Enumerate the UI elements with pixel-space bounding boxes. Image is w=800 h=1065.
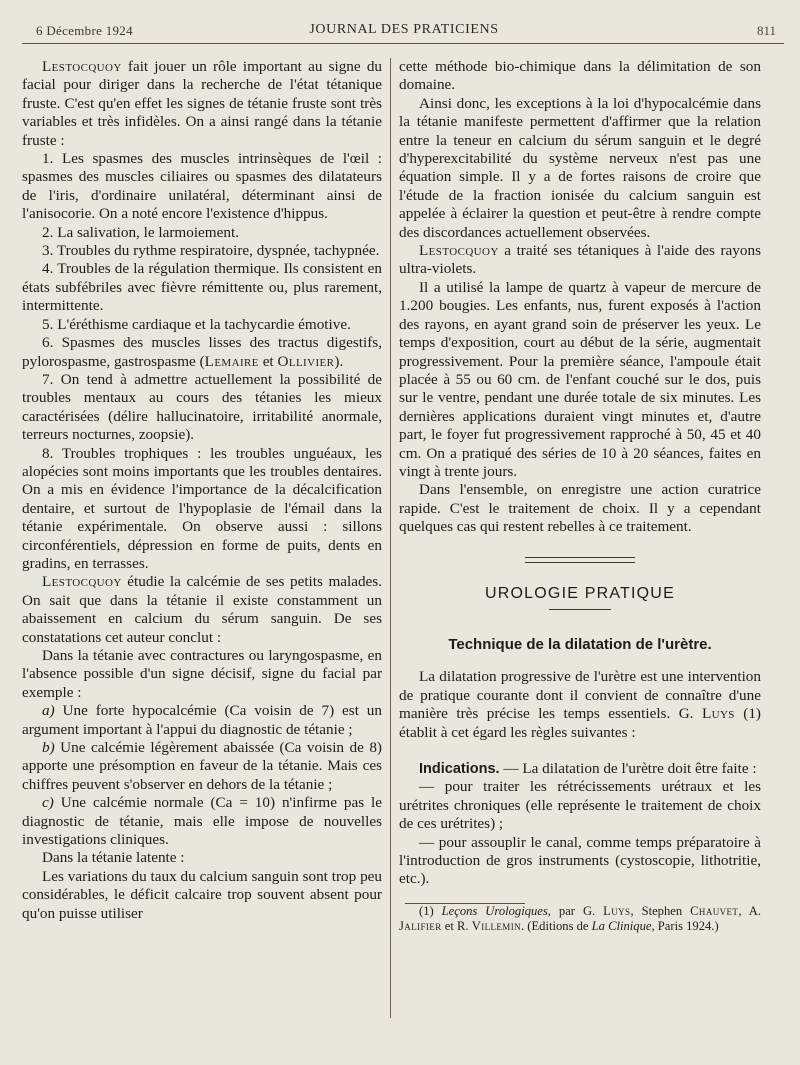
list-item xyxy=(22,334,382,371)
list-item: 5. L'éréthisme cardiaque et la tachycardie émotive. xyxy=(42,315,351,333)
header-rule xyxy=(22,43,784,44)
footnote-text: , A. xyxy=(738,903,761,918)
list-item-text: ). xyxy=(334,352,344,370)
list-item: 1. Les spasmes des muscles intrinsèques de l'œil : spasmes des muscles ciliaires ou spasmes des dilatateurs de l'iris, d'ordinaire unilatéral, déterminant ainsi de l'anisocorie. On a noté encore l'existence d'hippus. xyxy=(22,150,382,223)
footnote-text: (1) xyxy=(419,903,442,918)
section-separator xyxy=(525,557,635,563)
author-name: Chauvet xyxy=(690,903,739,918)
paragraph: Dans la tétanie avec contractures ou laryngospasme, en l'absence possible d'un signe décisif, signe du facial par exemple : xyxy=(22,647,382,701)
paragraph-text: (1) établit à cet égard les règles suivantes : xyxy=(399,705,761,741)
list-item: 2. La salivation, le larmoiement. xyxy=(42,223,239,241)
list-item-text: et xyxy=(258,352,278,370)
paragraph-text: a traité ses tétaniques à l'aide des rayons ultra-violets. xyxy=(399,242,761,278)
author-name: Luys xyxy=(701,705,735,723)
author-name: Luys xyxy=(603,903,631,918)
paragraph-text: La dilatation progressive de l'urètre est une intervention de pratique courante dont il convient de connaître d'une manière très précise les temps essentiels. G. xyxy=(399,668,761,723)
paragraph: cette méthode bio-chimique dans la délimitation de son domaine. xyxy=(399,58,761,94)
paragraph xyxy=(399,242,761,279)
footnote-text: et R. xyxy=(441,919,472,934)
author-name: Lemaire xyxy=(204,352,259,370)
list-item-text: Une forte hypocalcémie (Ca voisin de 7) est un argument important à l'appui du diagnostic de tétanie ; xyxy=(22,702,382,738)
list-item: — pour assouplir le canal, comme temps préparatoire à l'introduction de gros instruments (cystoscopie, lithotritie, etc.). xyxy=(399,833,761,888)
author-name: Jalifier xyxy=(399,919,442,934)
paragraph-text: fait jouer un rôle important au signe du facial pour diriger dans la recherche de l'état tétanique fruste. C'est qu'en effet les signes de tétanie fruste sont très variables et très infidèles. On a ainsi rangé dans la tétanie fruste : xyxy=(22,58,383,149)
publisher-name: La Clinique xyxy=(591,919,652,934)
list-item xyxy=(22,794,382,849)
list-item xyxy=(22,702,382,739)
column-divider xyxy=(390,58,391,1018)
author-name: Ollivier xyxy=(277,352,335,370)
list-item xyxy=(22,739,382,794)
paragraph xyxy=(22,58,382,150)
footnote-text: , par G. xyxy=(547,903,604,918)
author-name: Lestocquoy xyxy=(419,242,499,260)
item-label: c) xyxy=(42,794,54,812)
footnote-text: . (Editions de xyxy=(521,919,592,934)
title-underline xyxy=(549,609,611,610)
paragraph: Il a utilisé la lampe de quartz à vapeur de mercure de 1.200 bougies. Les enfants, nus, furent exposés à l'action des rayons, en ayant grand soin de préserver les yeux. Le temps d'exposition, court au début de la série, augmentait progressivement. Pour la première séance, l'ampoule était placée à 55 ou 60 cm. de l'enfant couché sur le dos, puis sur le ventre, pendant une durée totale de six minutes. Les dernières applications duraient vingt minutes et, d'autre part, le foyer fut progressivement rapproché à 50, 45 et 40 cm. On a pratiqué des séries de 10 à 20 séances, faites en vingt à trente jours. xyxy=(399,278,761,480)
left-column xyxy=(22,58,382,923)
paragraph-text: étudie la calcémie de ses petits malades. On sait que dans la tétanie il existe constamment un abaissement en calcium du sérum sanguin. De ses constatations cet auteur conclut : xyxy=(22,573,382,646)
list-item-text: 6. Spasmes des muscles lisses des tractus digestifs, pylorospasme, gastrospasme ( xyxy=(22,334,382,370)
article-title: Technique de la dilatation de l'urètre. xyxy=(448,635,712,653)
paragraph-text: — La dilatation de l'urètre doit être faite : xyxy=(499,760,757,777)
author-name: Lestocquoy xyxy=(42,58,122,75)
list-item: 4. Troubles de la régulation thermique. Ils consistent en états subfébriles avec fièvre rémittente ou, plus rarement, intermittente. xyxy=(22,260,382,315)
running-head xyxy=(30,22,778,42)
list-item: 3. Troubles du rythme respiratoire, dyspnée, tachypnée. xyxy=(42,242,380,260)
footnote-text: , Paris 1924.) xyxy=(651,919,719,934)
book-title: Leçons Urologiques xyxy=(441,903,548,918)
issue-date: 6 Décembre 1924 xyxy=(36,23,133,38)
author-name: Lestocquoy xyxy=(42,573,122,591)
list-item-text: Une calcémie normale (Ca = 10) n'infirme pas le diagnostic de tétanie, mais elle impose de nouvelles investigations cliniques. xyxy=(22,794,383,849)
article-body xyxy=(399,668,761,888)
author-name: Villemin xyxy=(471,919,521,934)
right-column xyxy=(399,58,761,935)
section-title: UROLOGIE PRATIQUE xyxy=(485,584,675,602)
paragraph: Les variations du taux du calcium sanguin sont trop peu considérables, le déficit calcaire trop souvent absent pour qu'on puisse utiliser xyxy=(22,867,382,922)
list-item: 7. On tend à admettre actuellement la possibilité de troubles mentaux au cours des tétanies les mieux caractérisées (délire hallucinatoire, irritabilité anormale, terreurs nocturnes, zoopsie). xyxy=(22,370,382,444)
footnote-text: , Stephen xyxy=(630,903,691,918)
paragraph xyxy=(399,668,761,742)
page-number: 811 xyxy=(756,23,776,38)
paragraph xyxy=(399,760,761,778)
list-item: — pour traiter les rétrécissements urétraux et les urétrites chroniques (elle représente le traitement de choix de ces urétrites) ; xyxy=(399,778,761,833)
item-label: b) xyxy=(42,739,55,757)
subheading: Indications. xyxy=(419,761,500,777)
footnote xyxy=(399,904,761,935)
item-label: a) xyxy=(42,702,55,720)
list-item-text: Une calcémie légèrement abaissée (Ca voisin de 8) apporte une présomption en faveur de la tétanie. Mais ces chiffres peuvent s'observer en dehors de la tétanie ; xyxy=(22,739,382,793)
list-item: 8. Troubles trophiques : les troubles unguéaux, les alopécies sont moins importants que les troubles dentaires. On a mis en évidence l'importance de la décalcification dentaire, et surtout de l'hypoplasie de l'émail dans la tétanie expérimentale. On observe aussi : sillons circonférentiels, dépression en forme de puits, dents en gradins, en terrasses. xyxy=(22,444,382,572)
paragraph: Dans l'ensemble, on enregistre une action curatrice rapide. C'est le traitement de choix. Il y a cependant quelques cas qui restent rebelles à ce traitement. xyxy=(399,481,761,536)
paragraph: Dans la tétanie latente : xyxy=(42,849,185,867)
paragraph xyxy=(22,573,382,647)
journal-title: JOURNAL DES PRATICIENS xyxy=(309,22,499,37)
paragraph: Ainsi donc, les exceptions à la loi d'hypocalcémie dans la tétanie manifeste permettent d'affirmer que la relation entre la teneur en calcium du sérum sanguin et le degré d'hyperexcitabilité du système nerveux n'est pas une équation simple. Il y a de fortes raisons de croire que l'étude de la fraction ionisée du calcium sanguin est appelée à éclairer la question et peut-être à rendre compte des discordances actuellement observées. xyxy=(399,94,761,241)
